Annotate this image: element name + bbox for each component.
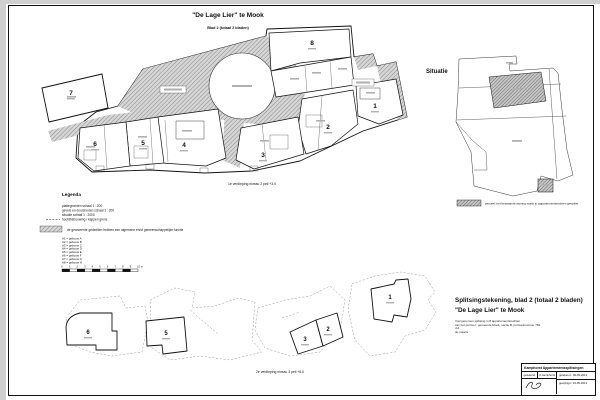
unit-number-2: 2 bbox=[326, 124, 330, 131]
unit-polygon-6 bbox=[78, 122, 130, 171]
date-revised: gewijzigd : 19-05-2012 bbox=[559, 381, 588, 385]
second-plan-caption: 2e verdieping niveau 3 peil +6,0 bbox=[256, 370, 304, 374]
unit-polygon-2 bbox=[298, 90, 358, 154]
unit-number-5: 5 bbox=[141, 140, 145, 147]
svg-text:4: 4 bbox=[91, 265, 94, 269]
sheet-title: "De Lage Lier" te Mook bbox=[192, 12, 264, 19]
svg-text:8: 8 bbox=[122, 265, 124, 269]
info-subtitle: "De Lage Lier" te Mook bbox=[455, 306, 525, 314]
legenda-index-7: A7 = gebouw G bbox=[62, 256, 83, 261]
unit-number-8: 8 bbox=[310, 40, 314, 47]
svg-text:3: 3 bbox=[84, 265, 86, 269]
legenda-index-8: A8 = gebouw H bbox=[62, 260, 82, 265]
legenda bbox=[40, 192, 183, 272]
title-block-company: Kamphorst Appartementssplitsingen bbox=[522, 364, 595, 372]
svg-text:0: 0 bbox=[61, 265, 63, 269]
legenda-line-3: situatie schaal 1 : 2000 bbox=[62, 213, 95, 217]
unit2-number-6: 6 bbox=[86, 330, 90, 336]
legenda-index-3: A3 = gebouw C bbox=[62, 243, 82, 248]
main-floor-plan bbox=[42, 26, 407, 186]
unit2-number-2: 2 bbox=[326, 327, 330, 333]
info-line-4: de notaris bbox=[455, 329, 469, 334]
legenda-hatch-note: de gearceerde gedeelten hebben een algemene en/of gemeenschappelijke functie bbox=[67, 227, 184, 232]
unit2-polygon-6 bbox=[66, 313, 117, 350]
legenda-index-5: A5 = gebouw E bbox=[62, 250, 82, 255]
date-drawn: getekend : 09-05-2012 bbox=[557, 372, 595, 380]
svg-text:1: 1 bbox=[68, 265, 71, 269]
legenda-hatch-swatch bbox=[40, 226, 62, 232]
unit-polygon-4 bbox=[158, 109, 226, 166]
unit2-number-1: 1 bbox=[388, 295, 392, 301]
legenda-line-1: plattegronden schaal 1 : 200 bbox=[62, 204, 103, 208]
unit-polygon-5 bbox=[126, 117, 164, 166]
main-plan-caption: 1e verdieping niveau 2 peil +3,0 bbox=[228, 182, 276, 186]
legenda-index-6: A6 = gebouw F bbox=[62, 253, 82, 258]
scale-bar-ticks bbox=[61, 265, 143, 269]
scale-bar bbox=[62, 269, 138, 272]
svg-text:9: 9 bbox=[129, 265, 132, 269]
situatie-legend-text: perceel met bestaande woning wordt in appartementsrechten gesplitst bbox=[485, 201, 579, 206]
svg-text:7: 7 bbox=[114, 265, 116, 269]
unit2-sub-smudges bbox=[84, 302, 394, 345]
unit2-number-3: 3 bbox=[303, 337, 307, 343]
unit-number-4: 4 bbox=[182, 142, 186, 149]
sheet-subtitle: Blad 2 (totaal 2 bladen) bbox=[207, 26, 249, 30]
info-line-2: van het perceel : gemeente Mook, sectie B, perceelnummer 784 bbox=[455, 322, 541, 327]
legenda-index-1: A1 = gebouw A bbox=[62, 236, 82, 241]
svg-text:5: 5 bbox=[99, 265, 101, 269]
legenda-line-4: hoofdbebouwing / kappen grens bbox=[62, 217, 108, 222]
situatie-legend-swatch bbox=[457, 200, 481, 206]
svg-text:6: 6 bbox=[106, 265, 109, 269]
unit2-number-5: 5 bbox=[164, 331, 168, 337]
drawn-label: getekend bbox=[522, 372, 538, 378]
second-floor-plan bbox=[66, 272, 436, 374]
info-line-3: d.d. bbox=[455, 326, 461, 331]
unit-number-3: 3 bbox=[261, 152, 265, 159]
svg-text:2: 2 bbox=[76, 265, 78, 269]
svg-text:10 m: 10 m bbox=[137, 265, 143, 269]
info-block bbox=[455, 296, 595, 334]
title-block bbox=[521, 363, 596, 396]
legenda-index-2: A2 = gebouw B bbox=[62, 239, 82, 244]
info-line-1: Voorgenomen splitsing in 8 appartementsrechten bbox=[455, 319, 521, 324]
legenda-index-4: A4 = gebouw D bbox=[62, 246, 82, 251]
legenda-line-2: gevels en doorsneden schaal 1 : 200 bbox=[62, 208, 115, 213]
unit-number-1: 1 bbox=[373, 103, 377, 110]
signature-cell bbox=[522, 379, 556, 394]
legenda-title: Legenda bbox=[62, 192, 81, 197]
unit-number-6: 6 bbox=[93, 141, 97, 148]
signature-squiggle bbox=[522, 379, 554, 392]
drawn-value: d. kamphorst bbox=[539, 372, 556, 377]
info-title: Splitsingstekening, blad 2 (totaal 2 bladen) bbox=[455, 297, 583, 304]
situatie-plan bbox=[426, 56, 578, 206]
situatie-hatched-parcel bbox=[489, 72, 546, 108]
unit-number-7: 7 bbox=[69, 90, 73, 97]
situatie-label: Situatie bbox=[426, 69, 448, 75]
